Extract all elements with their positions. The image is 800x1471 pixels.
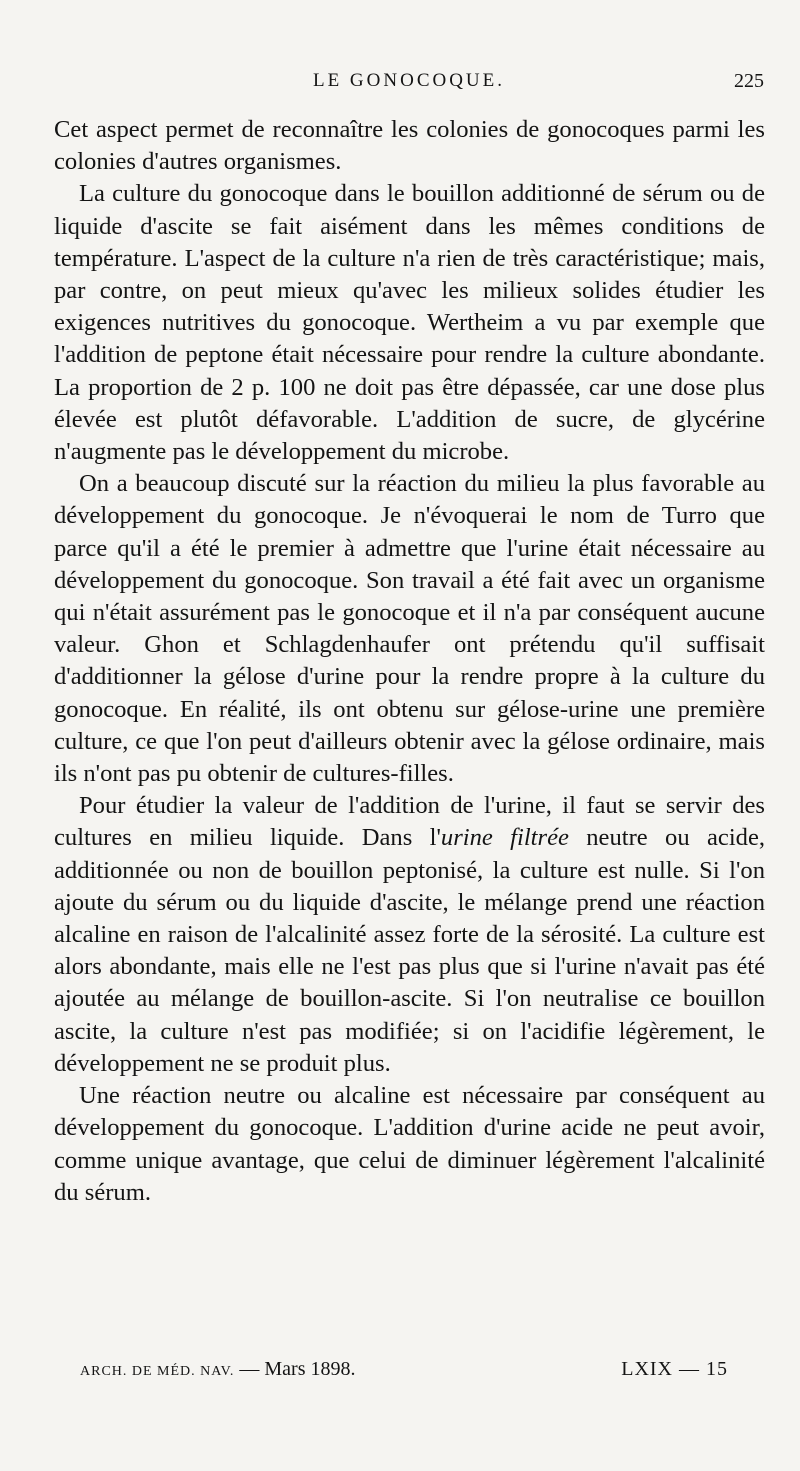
paragraph-2: La culture du gonocoque dans le bouillon additionné de sérum ou de liquide d'ascite se fait aisément dans les mêmes conditions de température. L'aspect de la culture n'a rien de très caractéristique; mais, par contre, on peut mieux qu'avec les milieux solides étudier les exigences nutritives du gonocoque. Wertheim a vu par exemple que l'addition de peptone était nécessaire pour rendre la culture abondante. La proportion de 2 p. 100 ne doit pas être dépassée, car une dose plus élevée est plutôt défavorable. L'addition de sucre, de glycérine n'augmente pas le développement du microbe. bbox=[54, 180, 765, 466]
journal-name: ARCH. DE MÉD. NAV. bbox=[80, 1364, 235, 1379]
page-number: 225 bbox=[734, 70, 764, 92]
paragraph-4 bbox=[54, 790, 765, 1080]
paragraph-4-end: neutre ou acide, additionnée ou non de bouillon peptonisé, la culture est nulle. Si l'on ajoute du sérum ou du liquide d'ascite, le mélange prend une réaction alcaline en raison de l'alcalinité assez forte de la sérosité. La culture est alors abondante, mais elle ne l'est pas plus que si l'urine n'avait pas été ajoutée au mélange de bouillon-ascite. Si l'on neutralise ce bouillon ascite, la culture n'est pas modifiée; si on l'acidifie légèrement, le développement ne se produit plus. bbox=[54, 824, 766, 1077]
paragraph-3: On a beaucoup discuté sur la réaction du milieu la plus favorable au développement du gonocoque. Je n'évoquerai le nom de Turro que parce qu'il a été le premier à admettre que l'urine était nécessaire au développement du gonocoque. Son travail a été fait avec un organisme qui n'était assurément pas le gonocoque et il n'a par conséquent aucune valeur. Ghon et Schlagdenhaufer ont prétendu qu'il suffisait d'additionner la gélose d'urine pour la rendre propre à la culture du gonocoque. En réalité, ils ont obtenu sur gélose-urine une première culture, ce que l'on peut d'ailleurs obtenir avec la gélose ordinaire, mais ils n'ont pas pu obtenir de cultures-filles. bbox=[54, 470, 765, 788]
footer-citation bbox=[80, 1358, 356, 1381]
page-footer bbox=[80, 1358, 728, 1388]
paragraph-1: Cet aspect permet de reconnaître les colonies de gonocoques parmi les colonies d'autres organismes. bbox=[54, 116, 765, 176]
paragraph-5: Une réaction neutre ou alcaline est nécessaire par conséquent au développement du gonocoque. L'addition d'urine acide ne peut avoir, comme unique avantage, que celui de diminuer légèrement l'alcalinité du sérum. bbox=[54, 1082, 765, 1206]
volume-signature: LXIX — 15 bbox=[621, 1358, 728, 1380]
italic-term: urine filtrée bbox=[440, 824, 569, 852]
paragraph-4-start: Pour étudier la valeur de l'addition de l'urine, il faut se servir des cultures en milieu liquide. Dans l' bbox=[54, 792, 765, 852]
issue-date: — Mars 1898. bbox=[239, 1358, 356, 1380]
running-head bbox=[54, 70, 764, 100]
body-text bbox=[54, 114, 765, 1209]
running-title: LE GONOCOQUE. bbox=[312, 70, 506, 91]
